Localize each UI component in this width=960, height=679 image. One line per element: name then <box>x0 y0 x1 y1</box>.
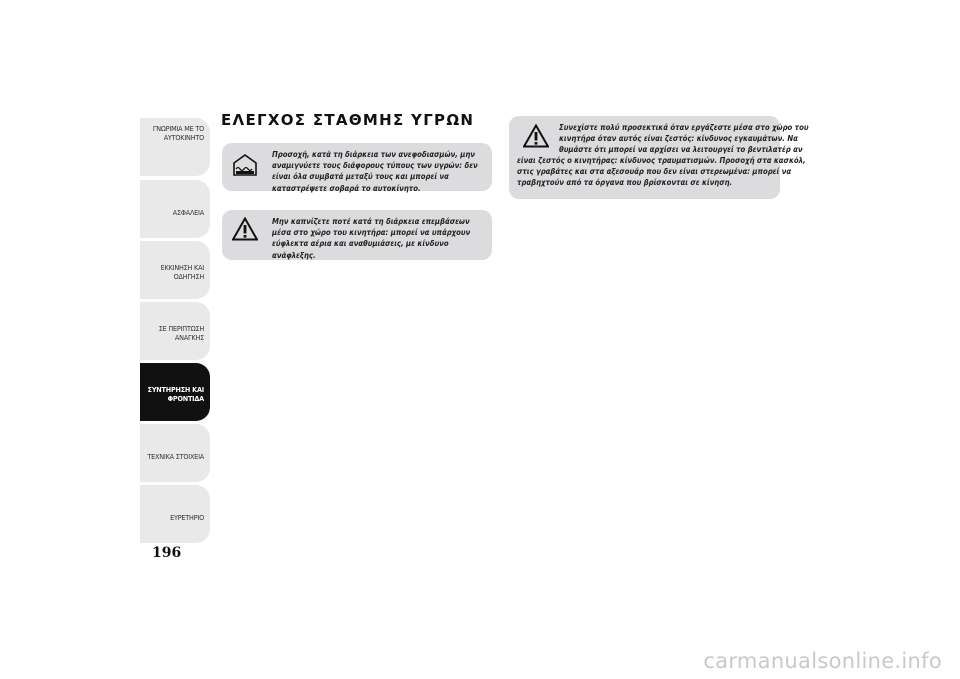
warning-triangle-icon <box>523 124 549 151</box>
hot-engine-line-1: Συνεχίστε πολύ προσεκτικά όταν εργάζεστε μέσα στο χώρο του <box>559 123 809 132</box>
tab-label: ΓΝΩΡΙΜΙΑ ΜΕ ΤΟ ΑΥΤΟΚΙΝΗΤΟ <box>152 124 204 142</box>
hot-engine-warning <box>509 116 809 199</box>
page-title: ΕΛΕΓΧΟΣ ΣΤΑΘΜΗΣ ΥΓΡΩΝ <box>221 111 475 129</box>
tab-label: ΑΣΦΑΛΕΙΑ <box>172 208 204 217</box>
fluid-warning-icon <box>232 153 258 184</box>
hot-engine-line-2: κινητήρα όταν αυτός είναι ζεστός: κίνδυνος εγκαυμάτων. Να <box>559 134 798 143</box>
hot-engine-line-3: θυμάστε ότι μπορεί να αρχίσει να λειτουργεί το βεντιλατέρ αν <box>559 145 803 154</box>
no-smoking-warning <box>222 210 492 260</box>
no-smoking-warning-text: Μην καπνίζετε ποτέ κατά τη διάρκεια επεμβάσεων μέσα στο χώρο του κινητήρα: μπορεί να υπάρχουν εύφλεκτα αέρια και αναθυμιάσεις, με κίνδυνο ανάφλεξης. <box>272 217 471 260</box>
tab-emergency[interactable] <box>140 302 210 360</box>
tab-maintenance[interactable] <box>140 363 210 421</box>
page-number: 196 <box>152 545 182 561</box>
tab-index[interactable] <box>140 485 210 543</box>
fluid-warning-text: Προσοχή, κατά τη διάρκεια των ανεφοδιασμών, μην αναμιγνύετε τους διάφορους τύπους των υγρών: δεν είναι όλα συμβατά μεταξύ τους και μπορεί να καταστρέψετε σοβαρά το αυτοκίνητο. <box>272 150 478 193</box>
watermark: carmanualsonline.info <box>703 649 942 673</box>
tab-label: ΕΥΡΕΤΗΡΙΟ <box>170 513 204 522</box>
hot-engine-line-6: τραβηχτούν από τα όργανα που βρίσκονται σε κίνηση. <box>517 178 733 187</box>
tab-label: ΕΚΚΙΝΗΣΗ ΚΑΙ ΟΔΗΓΗΣΗ <box>160 263 204 281</box>
tab-label: ΣΥΝΤΗΡΗΣΗ ΚΑΙ ΦΡΟΝΤΙΔΑ <box>147 385 204 403</box>
tab-getting-to-know[interactable] <box>140 118 210 176</box>
tab-safety[interactable] <box>140 180 210 238</box>
tab-starting-driving[interactable] <box>140 241 210 299</box>
tab-technical-data[interactable] <box>140 424 210 482</box>
tab-label: ΤΕΧΝΙΚΑ ΣΤΟΙΧΕΙΑ <box>147 452 204 461</box>
fluid-mixing-warning <box>222 143 492 191</box>
tab-label: ΣΕ ΠΕΡΙΠΤΩΣΗ ΑΝΑΓΚΗΣ <box>158 324 204 342</box>
warning-triangle-icon <box>232 217 258 244</box>
hot-engine-line-5: στις γραβάτες και στα αξεσουάρ που δεν είναι στερεωμένα: μπορεί να <box>517 167 792 176</box>
hot-engine-line-4: είναι ζεστός ο κινητήρας: κίνδυνος τραυματισμών. Προσοχή στα κασκόλ, <box>517 156 806 165</box>
